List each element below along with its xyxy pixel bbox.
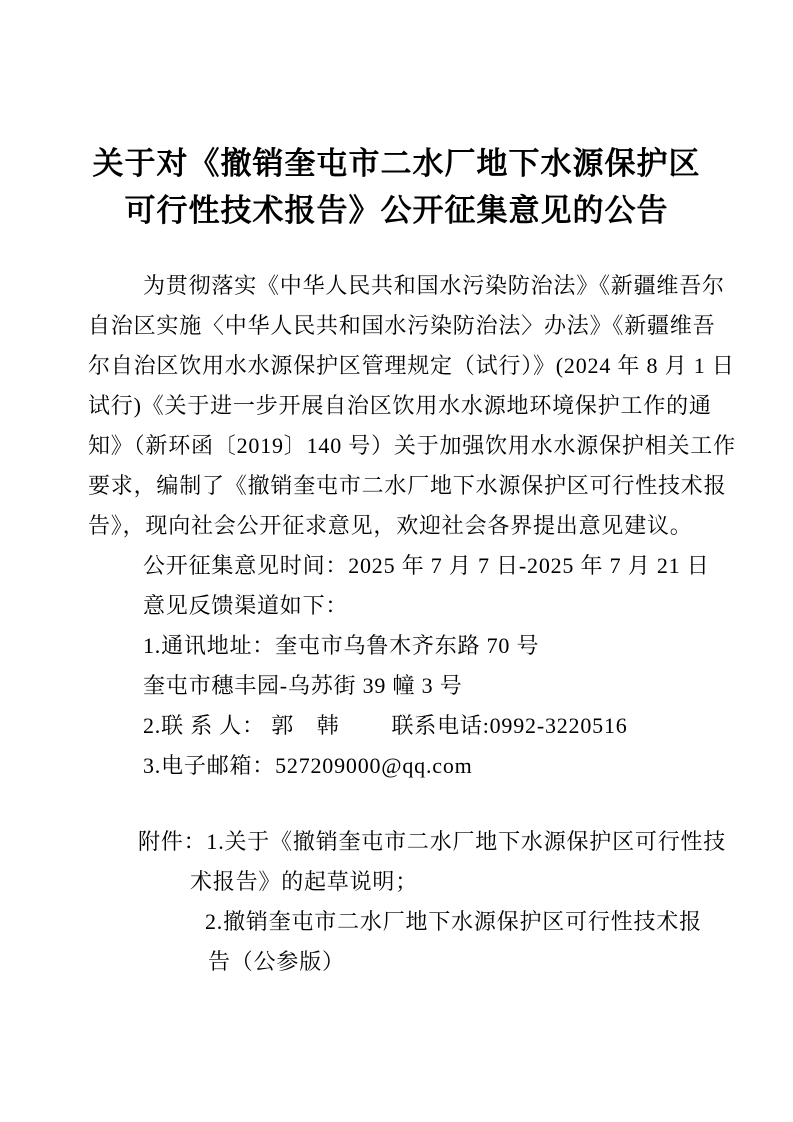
- intro-paragraph-line-6: 要求，编制了《撤销奎屯市二水厂地下水源保护区可行性技术报: [88, 473, 727, 498]
- attachments-section: [88, 822, 727, 982]
- notice-title: [0, 140, 793, 234]
- intro-paragraph-line-4: 试行)《关于进一步开展自治区饮用水水源地环境保护工作的通: [88, 393, 712, 418]
- intro-paragraph-line-5: 知》（新环函〔2019〕140 号）关于加强饮用水水源保护相关工作: [88, 433, 736, 458]
- intro-paragraph-line-7: 告》，现向社会公开征求意见，欢迎社会各界提出意见建议。: [88, 513, 693, 538]
- intro-paragraph-line-2: 自治区实施〈中华人民共和国水污染防治法〉办法》《新疆维吾: [88, 313, 716, 338]
- intro-paragraph-line-1: 为贯彻落实《中华人民共和国水污染防治法》《新疆维吾尔: [143, 273, 725, 298]
- attachment-item2-line-2: 告（公参版）: [208, 949, 345, 974]
- attachment-item2-line-1: 2.撤销奎屯市二水厂地下水源保护区可行性技术报: [205, 909, 702, 934]
- collection-period-line: 公开征集意见时间：2025 年 7 月 7 日-2025 年 7 月 21 日: [143, 553, 710, 578]
- notice-title-line-1: 关于对《撤销奎屯市二水厂地下水源保护区: [92, 146, 701, 181]
- attachment-item1-line-2: 术报告》的起草说明；: [190, 869, 419, 894]
- intro-paragraph-line-3: 尔自治区饮用水水源保护区管理规定（试行）》(2024 年 8 月 1 日: [88, 353, 735, 378]
- mailing-address-line-1: 1.通讯地址：奎屯市乌鲁木齐东路 70 号: [143, 633, 540, 658]
- notice-body: [88, 266, 736, 786]
- notice-title-line-2: 可行性技术报告》公开征集意见的公告: [124, 193, 669, 228]
- mailing-address-line-2: 奎屯市穗丰园-乌苏街 39 幢 3 号: [143, 673, 463, 698]
- feedback-channels-line: 意见反馈渠道如下：: [143, 593, 349, 618]
- attachment-item1-line-1: 附件：1.关于《撤销奎屯市二水厂地下水源保护区可行性技: [138, 829, 727, 854]
- email-line: 3.电子邮箱：527209000@qq.com: [143, 753, 473, 778]
- contact-person-line: 2.联 系 人： 郭 韩 联系电话:0992-3220516: [143, 713, 628, 738]
